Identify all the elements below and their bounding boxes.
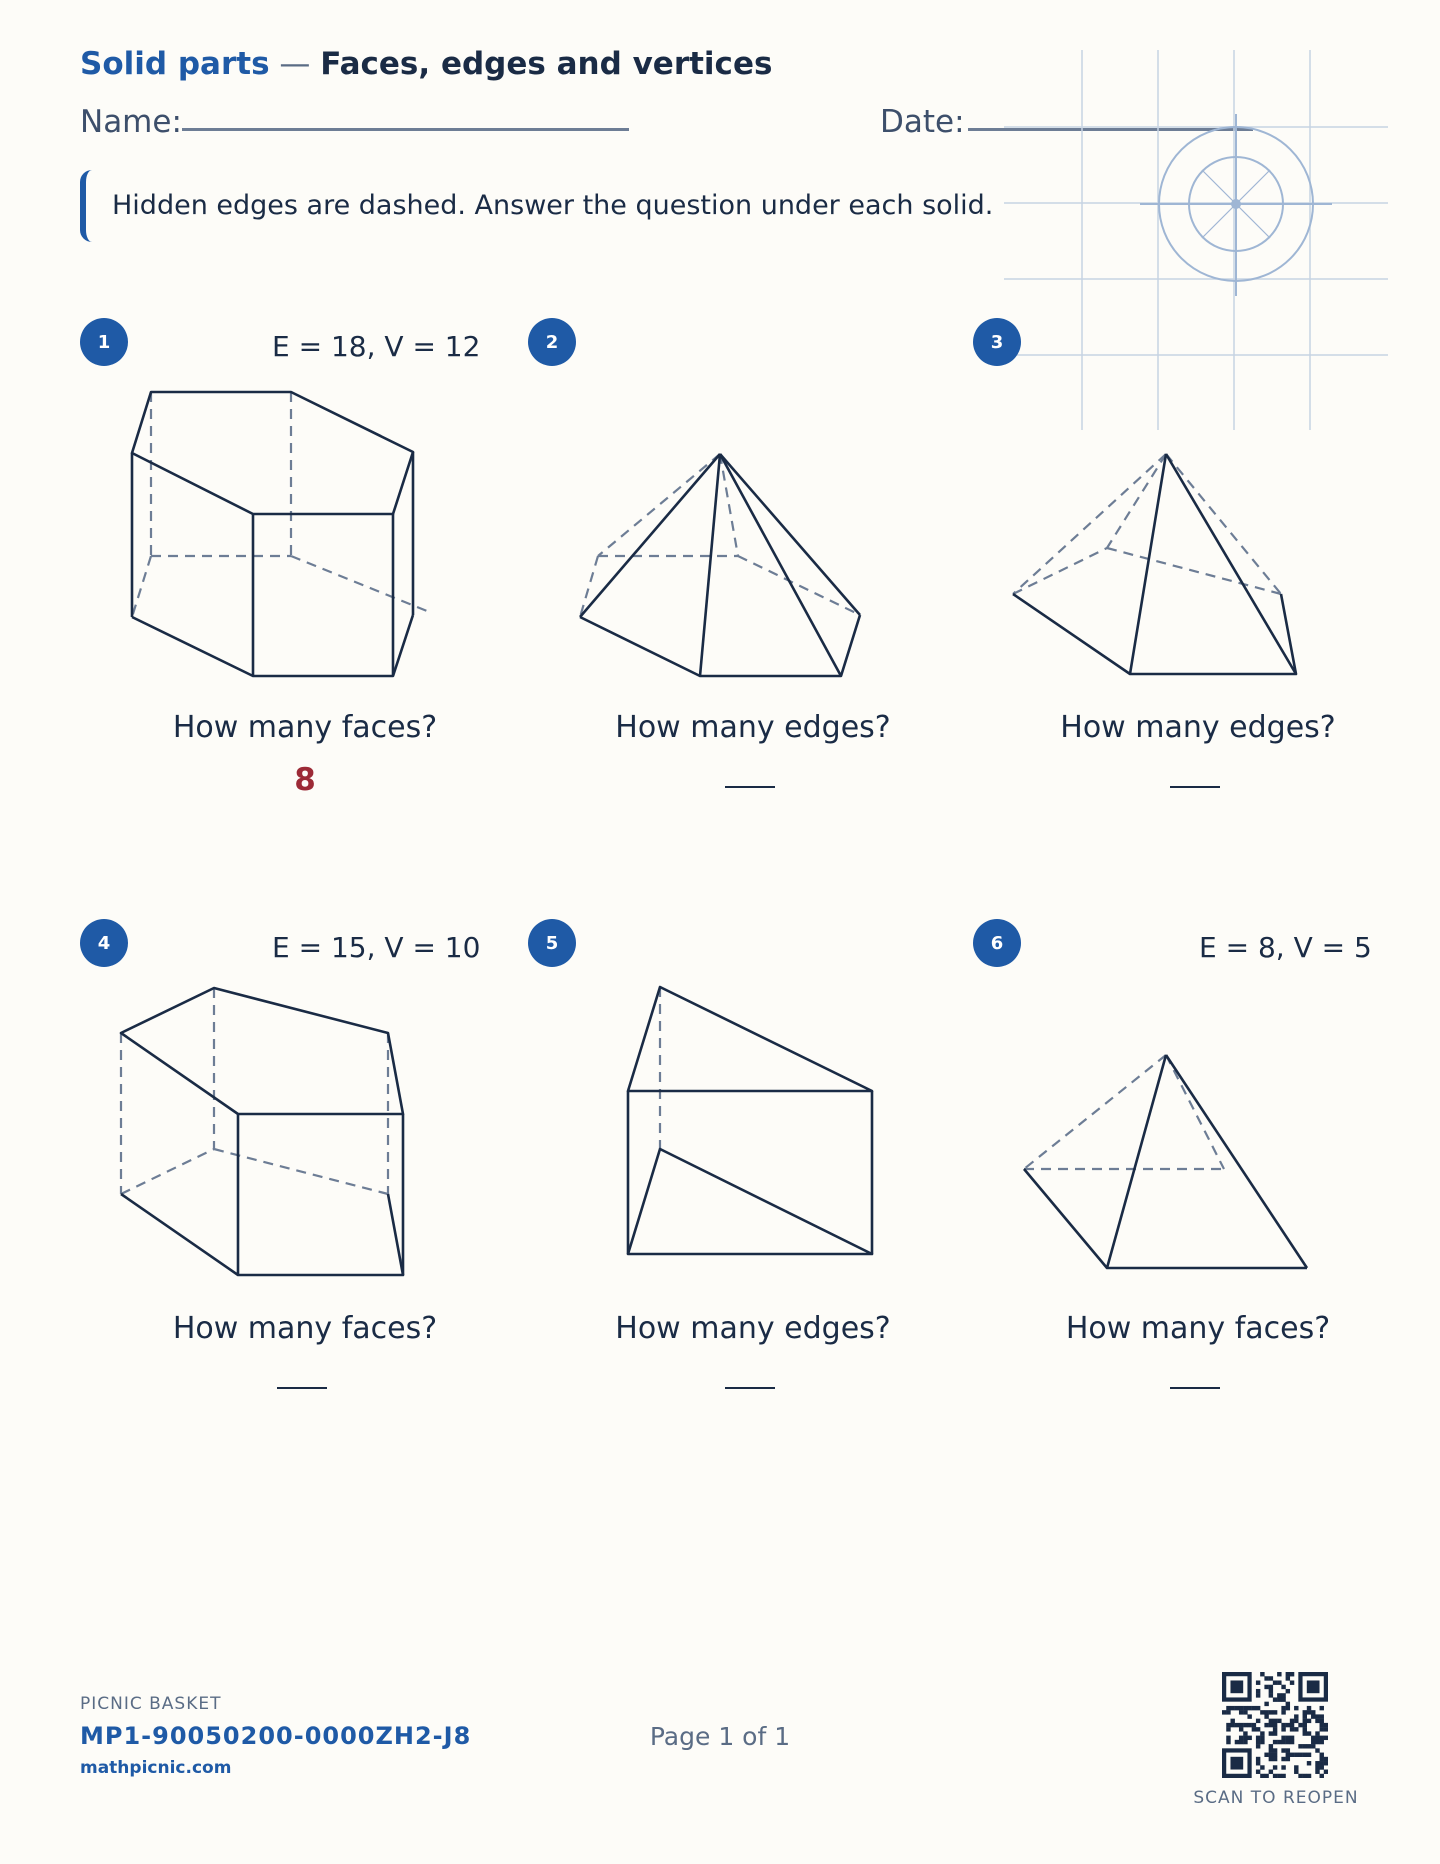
- question-text: How many faces?: [1065, 1311, 1331, 1346]
- problem-number-badge: 1: [80, 318, 128, 366]
- qr-caption: SCAN TO REOPEN: [1193, 1788, 1359, 1808]
- triangular-prism-figure: [528, 919, 978, 1299]
- name-label: Name:: [80, 104, 182, 140]
- question-text: How many faces?: [172, 710, 438, 745]
- website-link[interactable]: mathpicnic.com: [80, 1758, 232, 1778]
- worksheet-code: MP1-90050200-0000ZH2-J8: [80, 1722, 472, 1750]
- problem-number-badge: 4: [80, 919, 128, 967]
- problem-2: [528, 318, 978, 878]
- given-values: E = 8, V = 5: [1199, 931, 1372, 964]
- worksheet-title: [80, 46, 772, 82]
- callout-accent-bar: [80, 170, 98, 242]
- qr-code-icon[interactable]: [1222, 1672, 1328, 1778]
- square-pyramid-figure: [973, 318, 1423, 698]
- answer-blank[interactable]: [277, 1387, 327, 1389]
- question-text: How many edges?: [615, 710, 891, 745]
- footer-brand: PICNIC BASKET: [80, 1694, 222, 1714]
- problem-number-badge: 2: [528, 318, 576, 366]
- title-separator: —: [269, 46, 321, 82]
- answer-blank[interactable]: [1170, 786, 1220, 788]
- question-text: How many edges?: [1060, 710, 1336, 745]
- question-text: How many edges?: [615, 1311, 891, 1346]
- pentagonal-pyramid-figure: [528, 318, 978, 698]
- pentagonal-prism-figure: [80, 919, 530, 1299]
- given-values: E = 18, V = 12: [272, 330, 481, 363]
- problem-1: [80, 318, 530, 878]
- answer-blank[interactable]: [725, 786, 775, 788]
- answer-blank[interactable]: [1170, 1387, 1220, 1389]
- problem-5: [528, 919, 978, 1479]
- title-subject: Faces, edges and vertices: [320, 46, 773, 82]
- square-pyramid-figure: [973, 919, 1423, 1299]
- problem-number-badge: 5: [528, 919, 576, 967]
- problem-3: [973, 318, 1423, 878]
- given-values: E = 15, V = 10: [272, 931, 481, 964]
- answer-value[interactable]: 8: [294, 762, 316, 798]
- title-topic: Solid parts: [80, 46, 270, 82]
- answer-blank[interactable]: [725, 1387, 775, 1389]
- problem-number-badge: 6: [973, 919, 1021, 967]
- problem-number-badge: 3: [973, 318, 1021, 366]
- question-text: How many faces?: [172, 1311, 438, 1346]
- name-field-line[interactable]: [182, 128, 629, 131]
- date-label: Date:: [880, 104, 965, 140]
- page-number: Page 1 of 1: [649, 1722, 791, 1751]
- instructions-text: Hidden edges are dashed. Answer the question under each solid.: [112, 190, 994, 221]
- problem-6: [973, 919, 1423, 1479]
- problem-4: [80, 919, 530, 1479]
- hexagonal-prism-figure: [80, 318, 530, 698]
